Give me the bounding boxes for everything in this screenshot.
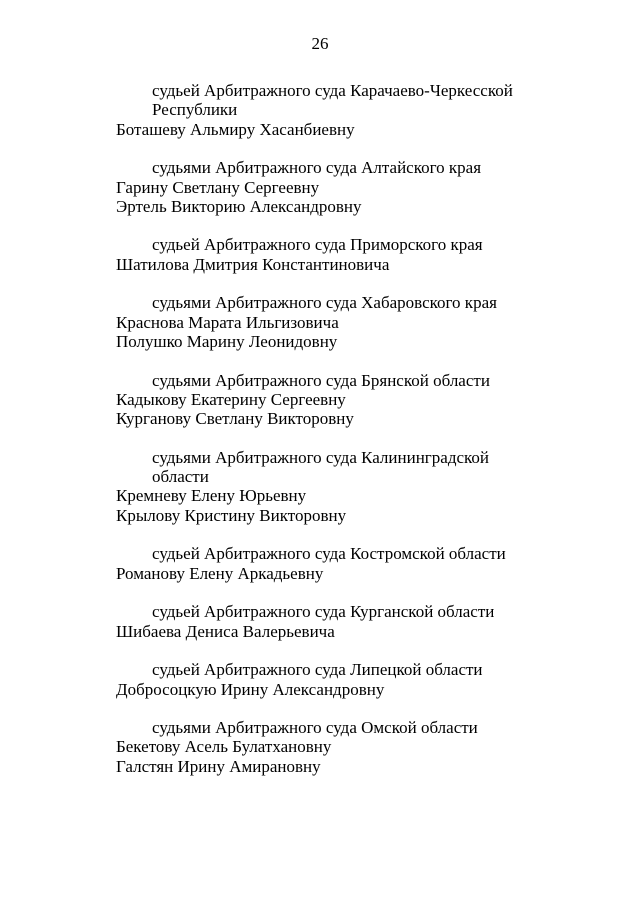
judge-name: Гарину Светлану Сергеевну <box>116 177 320 197</box>
court-heading-line: судьями Арбитражного суда Хабаровского края <box>152 293 497 313</box>
judge-name: Эртель Викторию Александровну <box>116 196 362 216</box>
appointment-block <box>116 235 536 274</box>
court-heading-line: судьей Арбитражного суда Липецкой области <box>152 660 483 680</box>
court-heading <box>116 544 536 563</box>
appointment-block <box>116 718 536 776</box>
court-heading-line: судьями Арбитражного суда Алтайского края <box>152 158 482 178</box>
court-heading-line: судьей Арбитражного суда Карачаево-Черкесской <box>152 81 513 100</box>
judge-name: Бекетову Асель Булатхановну <box>116 737 332 757</box>
appointment-block <box>116 660 536 699</box>
court-heading <box>116 718 536 737</box>
court-heading-line: судьями Арбитражного суда Калининградской <box>152 447 490 467</box>
court-heading-line: судьей Арбитражного суда Приморского края <box>152 235 483 255</box>
judge-name: Галстян Ирину Амирановну <box>116 756 321 776</box>
appointment-block <box>116 81 536 139</box>
court-heading-line: судьей Арбитражного суда Костромской области <box>152 544 506 564</box>
judge-name: Боташеву Альмиру Хасанбиевну <box>116 119 355 139</box>
appointment-block <box>116 371 536 429</box>
appointment-list <box>116 81 536 795</box>
court-heading <box>116 371 536 390</box>
appointment-block <box>116 448 536 525</box>
judge-name: Крылову Кристину Викторовну <box>116 505 347 525</box>
judge-name: Курганову Светлану Викторовну <box>116 409 354 429</box>
judge-name: Кремневу Елену Юрьевну <box>116 486 307 506</box>
court-heading-line: области <box>152 467 209 487</box>
court-heading <box>116 602 536 621</box>
court-heading <box>116 235 536 254</box>
judge-name: Полушко Марину Леонидовну <box>116 332 338 352</box>
judge-name: Кадыкову Екатерину Сергеевну <box>116 389 346 409</box>
court-heading <box>116 448 536 487</box>
judge-name: Краснова Марата Ильгизовича <box>116 312 339 332</box>
judge-name: Шибаева Дениса Валерьевича <box>116 621 335 641</box>
judge-name: Добросоцкую Ирину Александровну <box>116 679 385 699</box>
appointment-block <box>116 544 536 583</box>
court-heading <box>116 293 536 312</box>
court-heading <box>116 81 536 120</box>
appointment-block <box>116 158 536 216</box>
judge-name: Романову Елену Аркадьевну <box>116 563 324 583</box>
appointment-block <box>116 293 536 351</box>
court-heading-line: Республики <box>152 100 238 120</box>
court-heading <box>116 660 536 679</box>
court-heading-line: судьей Арбитражного суда Курганской области <box>152 602 495 622</box>
court-heading-line: судьями Арбитражного суда Омской области <box>152 718 478 738</box>
judge-name: Шатилова Дмитрия Константиновича <box>116 254 390 274</box>
court-heading <box>116 158 536 177</box>
page-number: 26 <box>311 34 329 53</box>
court-heading-line: судьями Арбитражного суда Брянской области <box>152 370 490 390</box>
appointment-block <box>116 602 536 641</box>
